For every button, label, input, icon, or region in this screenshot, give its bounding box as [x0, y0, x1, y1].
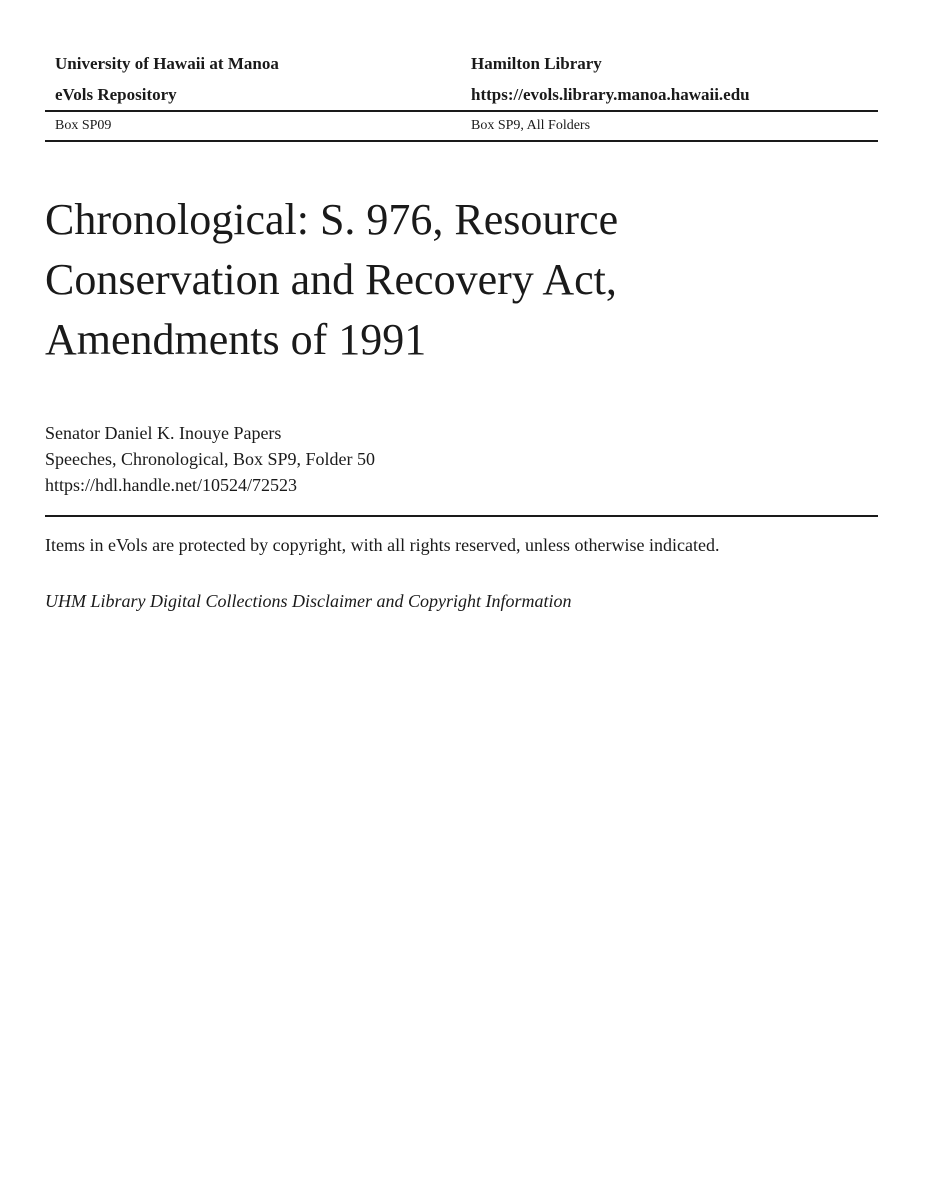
- institution-name: University of Hawaii at Manoa: [55, 54, 279, 73]
- page-header: [45, 48, 878, 142]
- box-folders-label: Box SP9, All Folders: [471, 118, 591, 133]
- library-name: Hamilton Library: [471, 54, 602, 73]
- header-row-top: [45, 48, 878, 110]
- footer-divider: [45, 515, 878, 517]
- document-title: [45, 190, 878, 370]
- header-left-column: [45, 48, 471, 110]
- copyright-notice: Items in eVols are protected by copyright, with all rights reserved, unless otherwise indicated.: [45, 535, 720, 555]
- header-right-column: [471, 48, 878, 110]
- document-title-line-1: Chronological: S. 976, Resource: [45, 195, 619, 244]
- box-label: Box SP09: [55, 118, 112, 133]
- document-title-line-3: Amendments of 1991: [45, 315, 427, 364]
- repository-url-link[interactable]: https://evols.library.manoa.hawaii.edu: [471, 85, 750, 104]
- series-info: Speeches, Chronological, Box SP9, Folder 50: [45, 449, 375, 469]
- handle-url-link[interactable]: https://hdl.handle.net/10524/72523: [45, 475, 297, 495]
- header-divider-bottom: [45, 140, 878, 142]
- repository-name: eVols Repository: [55, 85, 177, 104]
- document-title-line-2: Conservation and Recovery Act,: [45, 255, 617, 304]
- header-row-box: [45, 112, 878, 140]
- disclaimer-link[interactable]: UHM Library Digital Collections Disclaimer and Copyright Information: [45, 591, 572, 611]
- collection-name: Senator Daniel K. Inouye Papers: [45, 423, 282, 443]
- metadata-block: [45, 420, 878, 498]
